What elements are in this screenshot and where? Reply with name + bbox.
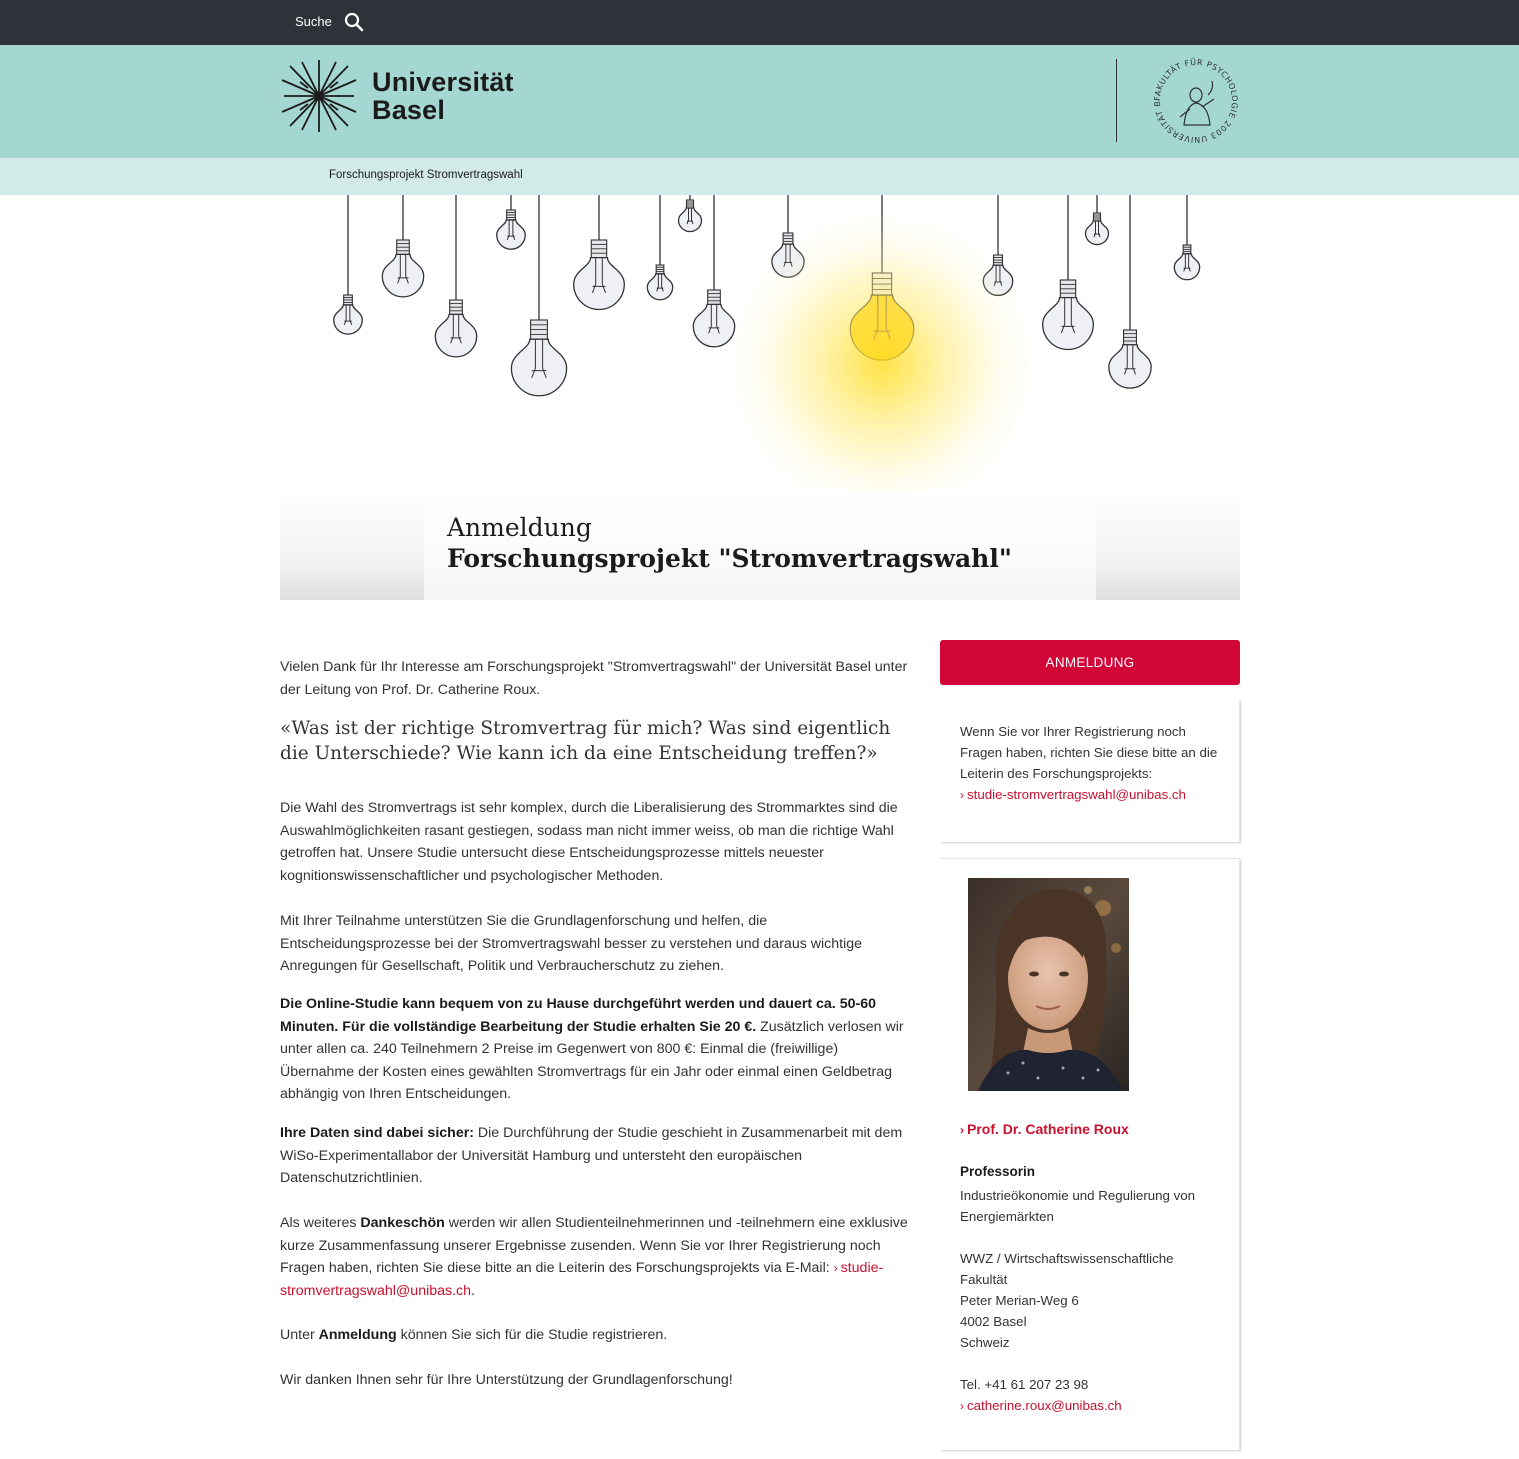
lightbulb-icon: [1109, 195, 1151, 388]
lightbulb-icon: [679, 195, 702, 232]
paragraph-4-rest: Die Durchführung der Studie geschieht in Zusammenarbeit mit dem WiSo-Experimentallabor der Universität Hamburg und untersteht den europäischen Datenschutzrichtlinien.: [280, 1125, 903, 1187]
search-icon: [344, 12, 364, 32]
lightbulb-icon: [1043, 195, 1094, 349]
paragraph-6-bold: Anmeldung: [318, 1327, 397, 1343]
paragraph-2: Mit Ihrer Teilnahme unterstützen Sie die Grundlagenforschung und helfen, die Entscheidungsprozesse bei der Stromvertragswahl besser zu verstehen und daraus wichtige Anregungen für Gesellschaft, Politik und Verbraucherschutz zu ziehen.: [280, 913, 862, 975]
page-title-line2: Forschungsprojekt "Stromvertragswahl": [447, 544, 1012, 573]
paragraph-3-rest: Zusätzlich verlosen wir unter allen ca. 240 Teilnehmern 2 Preise im Gegenwert von 800 €: Einmal die (freiwillige) Übernahme der Kosten eines gewählten Stromvertrags für ein Jahr oder einmal einen Geldbetrag abhängig von Ihren Entscheidungen.: [280, 1018, 904, 1103]
detail-line: Industrieökonomie und Regulierung von: [960, 1188, 1196, 1203]
svg-text:FAKULTÄT FÜR PSYCHOLOGIE 2003: [1150, 55, 1239, 144]
lightbulb-icon: [1086, 195, 1109, 245]
detail-line: Energiemärkten: [960, 1209, 1054, 1224]
lightbulb-icon: [574, 195, 625, 309]
paragraph-3-bold: Die Online-Studie kann bequem von zu Hause durchgeführt werden und dauert ca. 50-60 Minuten. Für die vollständige Bearbeitung der Studie erhalten Sie 20 €.: [280, 996, 876, 1035]
logo-line1: Universität: [372, 67, 514, 97]
professor-email-row: [960, 1395, 1228, 1416]
lightbulb-icon: [334, 195, 363, 334]
professor-role: Professorin: [960, 1164, 1036, 1179]
professor-name-link[interactable]: [960, 1121, 1129, 1137]
site-header: [0, 45, 1519, 158]
lightbulb-icon: [647, 195, 672, 300]
detail-line: Schweiz: [960, 1335, 1010, 1350]
seal-text: FAKULTÄT FÜR PSYCHOLOGIE 2003 UNIVERSITÄT B: [1152, 57, 1240, 145]
bulb-glow: [732, 214, 1032, 495]
faculty-seal: [1150, 55, 1242, 152]
page-title-line1: Anmeldung: [447, 513, 592, 542]
paragraph-7: Wir danken Ihnen sehr für Ihre Unterstützung der Grundlagenforschung!: [280, 1372, 733, 1388]
university-name: [372, 68, 514, 124]
university-logo[interactable]: [280, 58, 514, 134]
paragraph-5-end: .: [471, 1282, 475, 1299]
paragraph-6-b: können Sie sich für die Studie registrieren.: [396, 1327, 668, 1343]
detail-line: [960, 1353, 1228, 1374]
header-divider: [1116, 59, 1117, 142]
hero-image: [280, 195, 1240, 495]
lightbulb-icon: [497, 195, 526, 249]
chevron-right-icon: ›: [960, 788, 964, 802]
lightbulb-icon: [382, 195, 423, 297]
paragraph-4: [280, 1122, 910, 1190]
detail-line: Peter Merian-Weg 6: [960, 1293, 1079, 1308]
detail-line: Tel. +41 61 207 23 98: [960, 1377, 1089, 1392]
breadcrumb: [0, 158, 1519, 195]
chevron-right-icon: ›: [960, 1123, 964, 1137]
professor-portrait: [968, 878, 1129, 1091]
professor-name: Prof. Dr. Catherine Roux: [967, 1121, 1129, 1137]
quote-paragraph: «Was ist der richtige Stromvertrag für mich? Was sind eigentlich die Unterschiede? Wie kann ich da eine Entscheidung treffen?»: [280, 718, 891, 764]
detail-line: WWZ / Wirtschaftswissenschaftliche: [960, 1251, 1174, 1266]
paragraph-6-a: Unter: [280, 1327, 319, 1343]
paragraph-5: [280, 1212, 910, 1302]
contact-text: Wenn Sie vor Ihrer Registrierung noch Fragen haben, richten Sie diese bitte an die Leiterin des Forschungsprojekts:: [960, 724, 1218, 781]
search-link[interactable]: [295, 11, 364, 33]
portrait-image: [968, 878, 1129, 1091]
paragraph-5-a: Als weiteres: [280, 1215, 361, 1231]
paragraph-6: [280, 1324, 910, 1347]
contact-box: [940, 700, 1240, 842]
paragraph-5-bold: Dankeschön: [360, 1215, 445, 1231]
search-label: Suche: [295, 14, 332, 29]
paragraph-1: Die Wahl des Stromvertrags ist sehr komplex, durch die Liberalisierung des Strommarktes sind die Auswahlmöglichkeiten rasant gestiegen, sodass man nicht immer weiss, ob man die richtige Wahl getroffen hat. Unsere Studie untersucht diese Entscheidungsprozesse mittels neuester kognitionswissenschaftlicher und psychologischer Methoden.: [280, 800, 898, 884]
detail-line: Fakultät: [960, 1272, 1008, 1287]
professor-card: [940, 858, 1240, 1450]
breadcrumb-current[interactable]: Forschungsprojekt Stromvertragswahl: [329, 169, 523, 181]
intro-paragraph: Vielen Dank für Ihr Interesse am Forschungsprojekt "Stromvertragswahl" der Universität Basel unter der Leitung von Prof. Dr. Catherine Roux.: [280, 659, 908, 698]
study-email-link[interactable]: studie-stromvertragswahl@unibas.ch: [280, 1260, 884, 1299]
anmeldung-button[interactable]: ANMELDUNG: [940, 640, 1240, 685]
detail-line: [960, 1227, 1228, 1248]
chevron-right-icon: ›: [960, 1399, 964, 1413]
lightbulb-icon: [435, 195, 476, 357]
top-bar: [0, 0, 1519, 45]
chevron-right-icon: ›: [833, 1261, 838, 1276]
professor-email-link[interactable]: catherine.roux@unibas.ch: [967, 1398, 1122, 1413]
professor-details: [960, 1185, 1228, 1416]
logo-line2: Basel: [372, 95, 446, 125]
title-banner: [280, 490, 1240, 600]
contact-email-link[interactable]: studie-stromvertragswahl@unibas.ch: [967, 787, 1186, 802]
paragraph-5-b: werden wir allen Studienteilnehmerinnen und -teilnehmern eine exklusive kurze Zusammenfassung unserer Ergebnisse zusenden. Wenn Sie vor Ihrer Registrierung noch Fragen haben, richten Sie diese bitte an die Leiterin des Forschungsprojekts via E-Mail:: [280, 1215, 908, 1277]
faculty-seal-icon: [1150, 55, 1242, 147]
paragraph-3: [280, 993, 910, 1106]
lightbulb-icon: [1174, 195, 1199, 280]
contact-paragraph: [960, 721, 1228, 806]
detail-line: 4002 Basel: [960, 1314, 1027, 1329]
title-box: [424, 490, 1096, 600]
university-logo-icon: [280, 58, 358, 134]
paragraph-4-bold: Ihre Daten sind dabei sicher:: [280, 1125, 474, 1141]
